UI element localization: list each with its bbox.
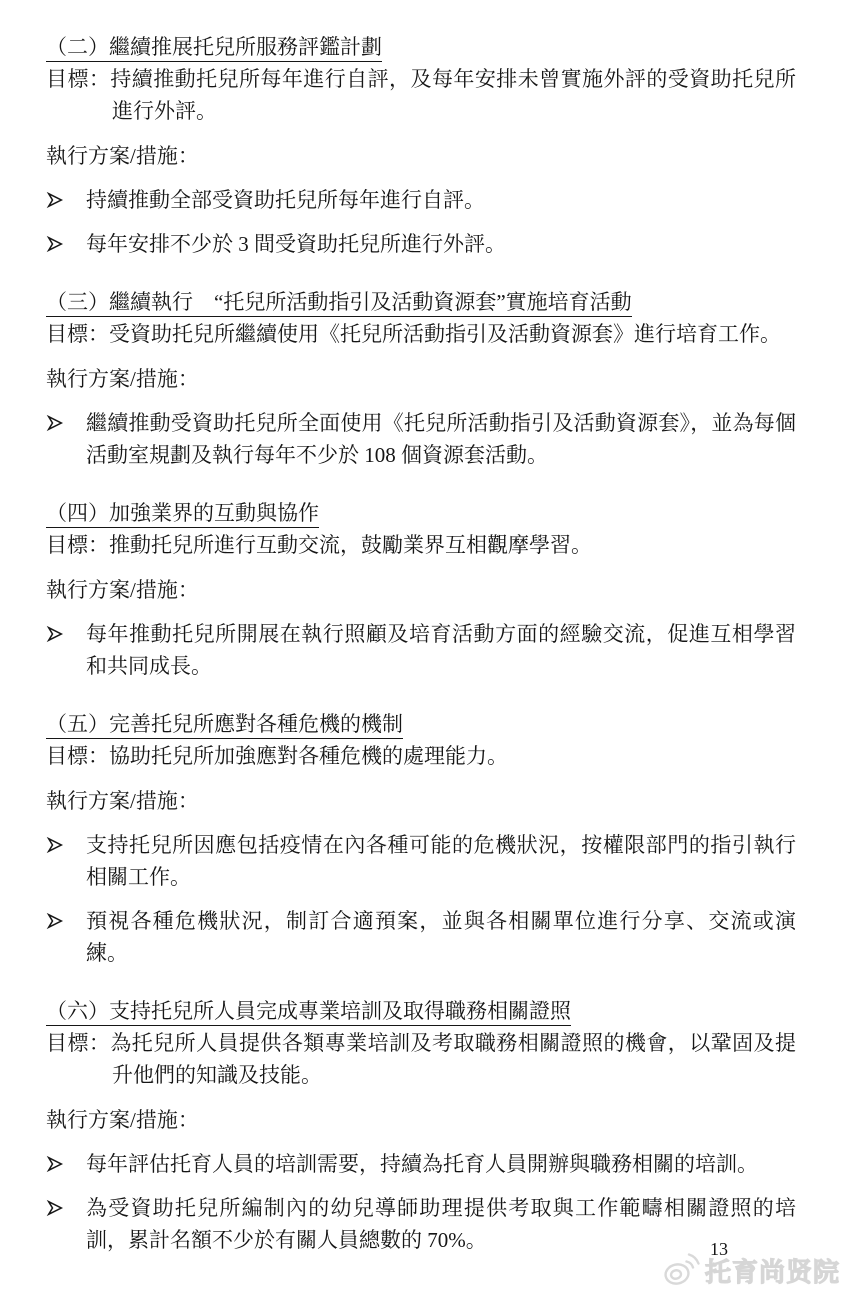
arrow-right-icon <box>46 905 86 930</box>
goal-text: 協助托兒所加強應對各種危機的處理能力。 <box>109 744 508 768</box>
goal-paragraph <box>46 740 796 772</box>
section-heading-text: （六）支持托兒所人員完成專業培訓及取得職務相關證照 <box>46 999 571 1026</box>
bullet-item <box>46 1192 796 1256</box>
section-heading-text: （五）完善托兒所應對各種危機的機制 <box>46 712 403 739</box>
bullet-text: 持續推動全部受資助托兒所每年進行自評。 <box>86 188 485 212</box>
page-number: 13 <box>710 1239 728 1259</box>
goal-paragraph <box>46 1027 796 1091</box>
goal-paragraph <box>46 63 796 127</box>
section-heading-text: （四）加強業界的互動與協作 <box>46 501 319 528</box>
section-heading <box>46 708 796 740</box>
goal-label: 目標： <box>46 1031 111 1055</box>
goal-paragraph <box>46 318 796 350</box>
bullet-item <box>46 407 796 471</box>
bullet-text: 繼續推動受資助托兒所全面使用《托兒所活動指引及活動資源套》，並為每個活動室規劃及執行每年不少於 108 個資源套活動。 <box>86 411 796 467</box>
bullet-text: 預視各種危機狀況，制訂合適預案，並與各相關單位進行分享、交流或演練。 <box>86 909 796 965</box>
arrow-right-icon <box>46 618 86 643</box>
section-heading-text: （三）繼續執行 “托兒所活動指引及活動資源套”實施培育活動 <box>46 290 632 317</box>
arrow-right-icon <box>46 228 86 253</box>
section-heading <box>46 31 796 63</box>
bullet-text: 每年推動托兒所開展在執行照顧及培育活動方面的經驗交流，促進互相學習和共同成長。 <box>86 622 796 678</box>
arrow-right-icon <box>46 407 86 432</box>
bullet-text: 支持托兒所因應包括疫情在內各種可能的危機狀況，按權限部門的指引執行相關工作。 <box>86 833 796 889</box>
bullet-text: 為受資助托兒所編制內的幼兒導師助理提供考取與工作範疇相關證照的培訓，累計名額不少於有關人員總數的 70%。 <box>86 1196 796 1252</box>
bullet-item <box>46 829 796 893</box>
plan-label: 執行方案/措施： <box>46 367 199 391</box>
arrow-right-icon <box>46 829 86 854</box>
document-content <box>46 31 796 1256</box>
goal-label: 目標： <box>46 67 111 91</box>
section-heading <box>46 995 796 1027</box>
section-6 <box>46 995 796 1256</box>
goal-text: 受資助托兒所繼續使用《托兒所活動指引及活動資源套》進行培育工作。 <box>109 322 781 346</box>
bullet-item <box>46 228 796 260</box>
bullet-text: 每年安排不少於 3 間受資助托兒所進行外評。 <box>86 232 506 256</box>
goal-text: 為托兒所人員提供各類專業培訓及考取職務相關證照的機會，以鞏固及提升他們的知識及技能。 <box>110 1031 797 1087</box>
goal-text: 持續推動托兒所每年進行自評，及每年安排未曾實施外評的受資助托兒所進行外評。 <box>110 67 797 123</box>
section-4 <box>46 497 796 682</box>
watermark-text: 托育尚贤院 <box>704 1258 840 1287</box>
bullet-item <box>46 1148 796 1180</box>
bullet-item <box>46 905 796 969</box>
section-2 <box>46 31 796 260</box>
section-heading <box>46 497 796 529</box>
plan-label: 執行方案/措施： <box>46 578 199 602</box>
bullet-item <box>46 184 796 216</box>
plan-label: 執行方案/措施： <box>46 789 199 813</box>
plan-label: 執行方案/措施： <box>46 144 199 168</box>
plan-label: 執行方案/措施： <box>46 1108 199 1132</box>
goal-label: 目標： <box>46 744 109 768</box>
section-heading <box>46 286 796 318</box>
arrow-right-icon <box>46 184 86 209</box>
arrow-right-icon <box>46 1192 86 1217</box>
goal-label: 目標： <box>46 322 109 346</box>
arrow-right-icon <box>46 1148 86 1173</box>
goal-text: 推動托兒所進行互動交流，鼓勵業界互相觀摩學習。 <box>109 533 592 557</box>
goal-paragraph <box>46 529 796 561</box>
bullet-text: 每年評估托育人員的培訓需要，持續為托育人員開辦與職務相關的培訓。 <box>86 1152 758 1176</box>
goal-label: 目標： <box>46 533 109 557</box>
bullet-item <box>46 618 796 682</box>
section-3 <box>46 286 796 471</box>
section-heading-text: （二）繼續推展托兒所服務評鑑計劃 <box>46 35 382 62</box>
section-5 <box>46 708 796 969</box>
